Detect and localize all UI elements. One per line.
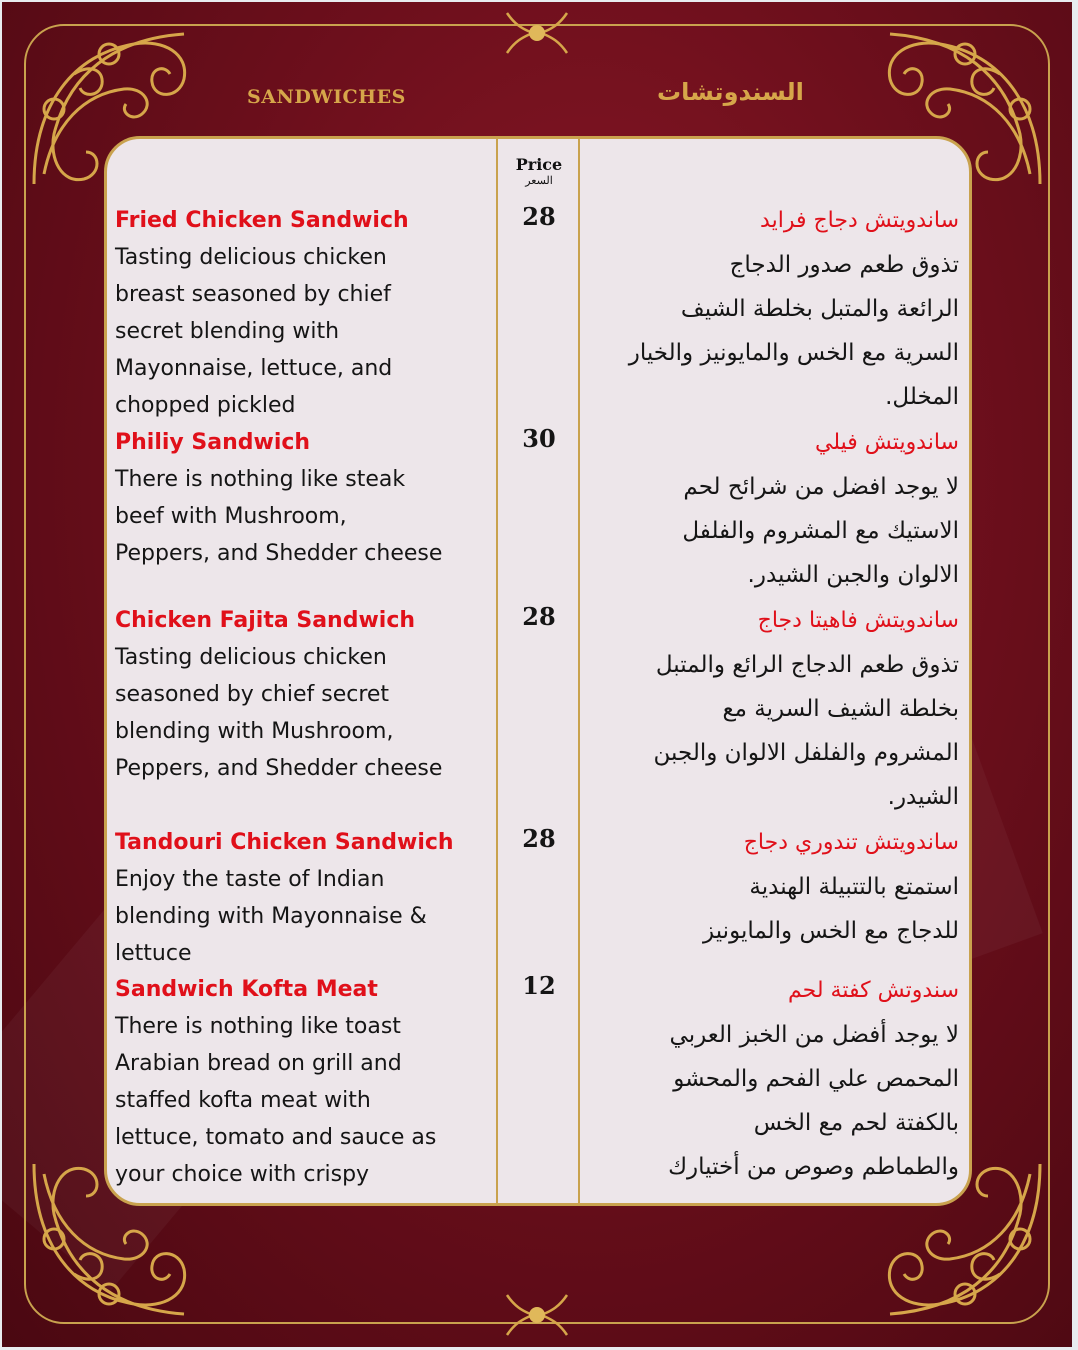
- description-line: استمتع بالتتبيلة الهندية: [749, 874, 959, 900]
- description-line: Enjoy the taste of Indian: [115, 867, 385, 892]
- description-line: تذوق طعم صدور الدجاج: [729, 252, 959, 278]
- price-header-ar: السعر: [525, 174, 553, 187]
- item-price: 30: [522, 424, 556, 453]
- menu-item-ar: [587, 421, 959, 597]
- menu-item-en: [115, 202, 495, 424]
- item-description-ar: [587, 643, 959, 819]
- description-line: Tasting delicious chicken: [115, 245, 387, 270]
- description-line: تذوق طعم الدجاج الرائع والمتبل: [655, 652, 959, 678]
- description-line: لا يوجد افضل من شرائح لحم: [683, 474, 959, 500]
- price-column-header: [499, 155, 579, 187]
- description-line: lettuce, tomato and sauce as: [115, 1125, 437, 1150]
- item-description-en: [115, 861, 495, 972]
- description-line: المشروم والفلفل الالوان والجبن: [653, 740, 959, 766]
- description-line: secret blending with: [115, 319, 340, 344]
- menu-item-ar: [587, 821, 959, 953]
- item-name-ar: ساندويتش تندوري دجاج: [743, 830, 959, 855]
- menu-item-ar: [587, 199, 959, 419]
- item-name-ar: سندوتش كفتة لحم: [788, 978, 959, 1003]
- description-line: والطماطم وصوص من أختيارك: [668, 1154, 959, 1180]
- description-line: breast seasoned by chief: [115, 282, 391, 307]
- menu-item-ar: [587, 599, 959, 819]
- menu-item-en: [115, 971, 495, 1193]
- menu-panel: [104, 136, 972, 1206]
- description-line: lettuce: [115, 941, 192, 966]
- description-line: Peppers, and Shedder cheese: [115, 756, 443, 781]
- item-description-en: [115, 461, 495, 572]
- description-line: your choice with crispy: [115, 1162, 370, 1187]
- description-line: beef with Mushroom,: [115, 504, 347, 529]
- description-line: السرية مع الخس والمايونيز والخيار: [628, 340, 959, 366]
- item-name-en: Chicken Fajita Sandwich: [115, 608, 416, 633]
- column-divider: [578, 139, 580, 1203]
- item-description-en: [115, 239, 495, 424]
- column-divider: [496, 139, 498, 1203]
- section-title-ar: السندوتشات: [657, 78, 804, 106]
- description-line: بخلطة الشيف السرية مع: [722, 696, 959, 722]
- description-line: المخلل.: [885, 384, 959, 410]
- menu-item-en: [115, 602, 495, 787]
- item-price: 28: [522, 824, 556, 853]
- item-name-en: Tandouri Chicken Sandwich: [115, 830, 454, 855]
- description-line: There is nothing like steak: [115, 467, 406, 492]
- item-name-en: Sandwich Kofta Meat: [115, 977, 378, 1002]
- description-line: الالوان والجبن الشيدر.: [747, 562, 959, 588]
- item-description-en: [115, 1008, 495, 1193]
- item-description-ar: [587, 243, 959, 419]
- description-line: المحمص علي الفحم والمحشو: [673, 1066, 959, 1092]
- menu-item-en: [115, 824, 495, 972]
- description-line: الشيدر.: [887, 784, 959, 810]
- description-line: Peppers, and Shedder cheese: [115, 541, 443, 566]
- description-line: Mayonnaise, lettuce, and: [115, 356, 393, 381]
- item-name-en: Philiy Sandwich: [115, 430, 311, 455]
- description-line: chopped pickled: [115, 393, 296, 418]
- item-price: 12: [522, 971, 556, 1000]
- description-line: blending with Mushroom,: [115, 719, 394, 744]
- menu-item-ar: [587, 969, 959, 1189]
- description-line: staffed kofta meat with: [115, 1088, 371, 1113]
- item-description-en: [115, 639, 495, 787]
- price-header-en: Price: [515, 155, 563, 174]
- top-ornament-icon: [502, 8, 572, 58]
- description-line: blending with Mayonnaise &: [115, 904, 427, 929]
- description-line: لا يوجد أفضل من الخبز العربي: [669, 1022, 959, 1048]
- description-line: بالكفتة لحم مع الخس: [753, 1110, 959, 1136]
- menu-item-en: [115, 424, 495, 572]
- item-price: 28: [522, 602, 556, 631]
- item-description-ar: [587, 1013, 959, 1189]
- description-line: Tasting delicious chicken: [115, 645, 387, 670]
- item-price: 28: [522, 202, 556, 231]
- section-title-en: SANDWICHES: [247, 86, 406, 108]
- item-name-ar: ساندويتش فيلي: [814, 430, 959, 455]
- description-line: There is nothing like toast: [115, 1014, 401, 1039]
- item-description-ar: [587, 465, 959, 597]
- item-name-ar: ساندويتش دجاج فرايد: [760, 208, 959, 233]
- bottom-ornament-icon: [502, 1290, 572, 1340]
- description-line: Arabian bread on grill and: [115, 1051, 402, 1076]
- description-line: للدجاج مع الخس والمايونيز: [703, 918, 959, 944]
- description-line: الرائعة والمتبل بخلطة الشيف: [680, 296, 959, 322]
- menu-page: [2, 2, 1072, 1347]
- description-line: الاستيك مع المشروم والفلفل: [682, 518, 959, 544]
- item-description-ar: [587, 865, 959, 953]
- description-line: seasoned by chief secret: [115, 682, 390, 707]
- item-name-ar: ساندويتش فاهيتا دجاج: [757, 608, 959, 633]
- item-name-en: Fried Chicken Sandwich: [115, 208, 409, 233]
